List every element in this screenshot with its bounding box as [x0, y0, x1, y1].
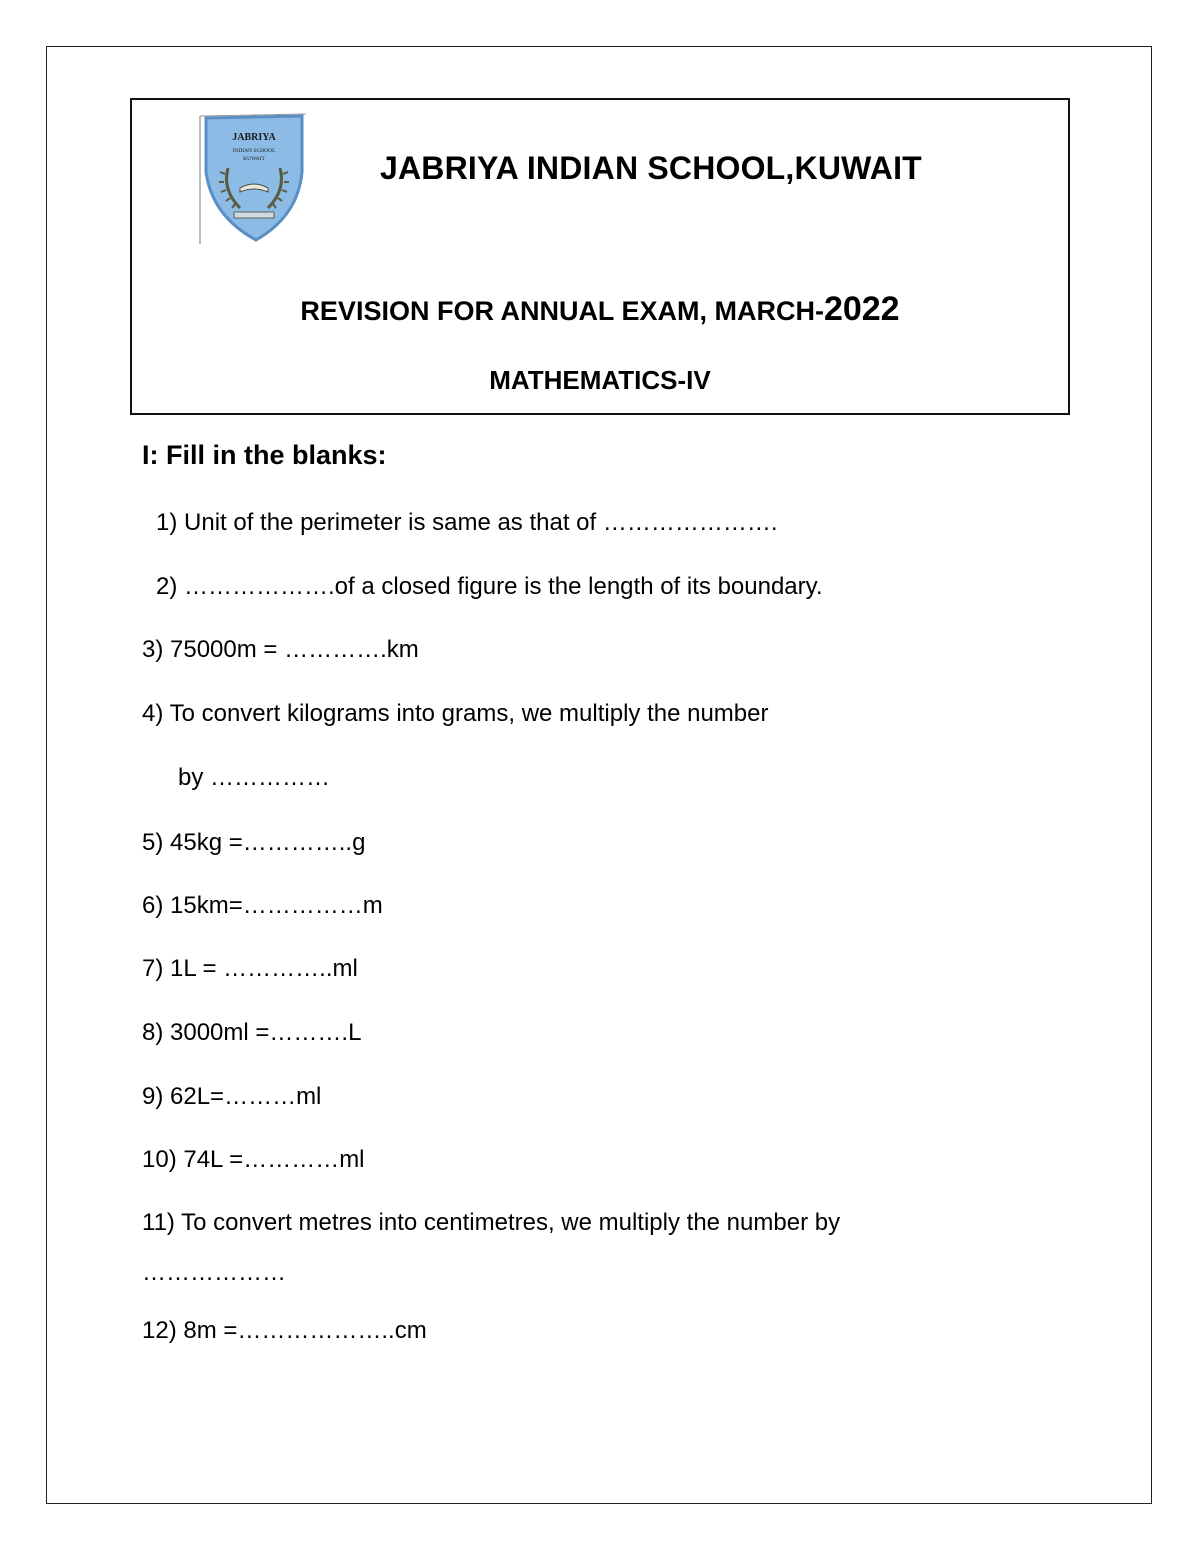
exam-year: 2022	[823, 290, 900, 328]
question-10: 10) 74L =…………ml	[142, 1146, 365, 1173]
logo-mid-text-1: INDIAN SCHOOL	[232, 148, 276, 154]
question-6: 6) 15km=……………m	[142, 892, 383, 919]
section-heading: I: Fill in the blanks:	[142, 440, 387, 470]
question-2: 2) ……………….of a closed figure is the length of its boundary.	[156, 573, 823, 600]
exam-title	[0, 290, 1200, 329]
school-logo	[198, 112, 310, 244]
question-5: 5) 45kg =…………..g	[142, 829, 366, 856]
question-12: 12) 8m =………………..cm	[142, 1317, 427, 1344]
question-4-continued: by ……………	[178, 764, 331, 791]
subject-title: MATHEMATICS-IV	[489, 365, 711, 395]
question-7: 7) 1L = …………..ml	[142, 955, 358, 982]
question-11: 11) To convert metres into centimetres, we multiply the number by	[142, 1209, 841, 1236]
question-11-continued: ………………	[142, 1259, 286, 1286]
logo-top-text: JABRIYA	[232, 132, 276, 143]
question-8: 8) 3000ml =……….L	[142, 1019, 362, 1046]
question-4: 4) To convert kilograms into grams, we multiply the number	[142, 700, 769, 727]
question-9: 9) 62L=………ml	[142, 1083, 322, 1110]
question-1: 1) Unit of the perimeter is same as that of ………………….	[156, 509, 778, 536]
logo-mid-text-2: KUWAIT	[243, 156, 265, 162]
exam-title-text: REVISION FOR ANNUAL EXAM, MARCH-	[300, 296, 824, 326]
school-name: JABRIYA INDIAN SCHOOL,KUWAIT	[380, 150, 922, 186]
question-3: 3) 75000m = ………….km	[142, 636, 419, 663]
